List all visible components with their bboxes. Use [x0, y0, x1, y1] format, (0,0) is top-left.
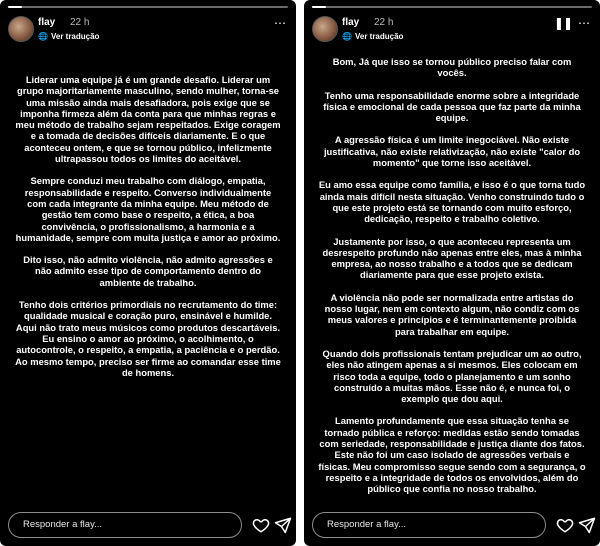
story-header	[312, 14, 592, 46]
paragraph: Bom, Já que isso se tornou público preciso falar com vocês.	[332, 56, 572, 79]
story-time: 22 h	[374, 17, 394, 28]
globe-icon: 🌐	[38, 32, 48, 41]
story-time: 22 h	[70, 17, 90, 28]
paragraph: Quando dois profissionais tentam prejudicar um ao outro, eles não atingem apenas a si mesmos. Eles colocam em risco toda a equipe, todo o planejamento e um sonho construído a muitas mãos. Esse não é, e nunca foi, o exemplo que dou aqui.	[322, 347, 582, 405]
story-text	[14, 74, 282, 389]
translate-label: Ver tradução	[354, 32, 404, 41]
translate-link[interactable]	[342, 32, 403, 41]
story-right	[304, 0, 600, 546]
paragraph: Tenho dois critérios primordiais no recrutamento do time: qualidade musical e coração puro, ensinável e humilde. Aqui não trato meus músicos como produtos descartáveis. Eu ensino o amor ao próximo, o acolhimento, o autocontrole, o respeito, a empatia, a paciência e o perdão. Ao mesmo tempo, preciso ser firme ao comandar esse time de homens.	[15, 299, 281, 378]
paragraph: Tenho uma responsabilidade enorme sobre a integridade física e emocional de cada pessoa que faz parte da minha equipe.	[323, 89, 581, 124]
story-left	[0, 0, 296, 546]
translate-label: Ver tradução	[50, 32, 100, 41]
paragraph: A agressão física é um limite inegociável. Não existe justificativa, não existe relativização, não existe "calor do momento" que torne isso aceitável.	[323, 134, 581, 169]
reply-input[interactable]: Responder a flay...	[312, 512, 546, 538]
avatar[interactable]	[8, 16, 34, 42]
heart-icon[interactable]	[556, 516, 574, 534]
story-progress-fill	[312, 6, 326, 8]
username[interactable]: flay	[342, 17, 360, 28]
more-icon[interactable]: ⋯	[578, 16, 590, 30]
paragraph: Sempre conduzi meu trabalho com diálogo, empatia, responsabilidade e respeito. Converso individualmente com cada integrante da minha equipe. Meu método de gestão tem como base o respeito, a ética, a boa convivência, o profissionalismo, a harmonia e a humanidade, sempre com muita justiça e amor ao próximo.	[15, 175, 281, 243]
avatar[interactable]	[312, 16, 338, 42]
heart-icon[interactable]	[252, 516, 270, 534]
username[interactable]: flay	[38, 17, 56, 28]
paragraph: Liderar uma equipe já é um grande desafio. Liderar um grupo majoritariamente masculino, sendo mulher, torna-se uma missão ainda mais desafiadora, pois exige que se imponha firmeza além da conta para que minhas regras e meu método de trabalho sejam respeitados. Exige coragem e a tomada de decisões difíceis diariamente. E o que aconteceu ontem, e que se tornou público, infelizmente ultrapassou todos os limites do aceitável.	[15, 74, 281, 165]
paragraph: Eu amo essa equipe como família, e isso é o que torna tudo ainda mais difícil nesta situação. Venho construindo tudo o que este projeto está se tornando com muito esforço, dedicação, respeito e trabalho coletivo.	[318, 179, 586, 225]
paragraph: Lamento profundamente que essa situação tenha se tornado pública e reforço: medidas estão sendo tomadas com seriedade, responsabilidade e justiça diante dos fatos. Este não foi um caso isolado de agressões verbais e físicas. Meu compromisso segue sendo com a segurança, o respeito e a integridade de todos os envolvidos, além do público que confia no nosso trabalho.	[318, 415, 586, 495]
paragraph: Justamente por isso, o que aconteceu representa um desrespeito profundo não apenas entre eles, mas à minha empresa, ao nosso trabalho e a todos que se dedicam diariamente para que esse projeto exista.	[322, 235, 582, 281]
pause-icon[interactable]: ❚❚	[553, 16, 572, 30]
story-progress-bar	[8, 6, 288, 8]
send-icon[interactable]	[274, 516, 292, 534]
paragraph: A violência não pode ser normalizada entre artistas do nosso lugar, nem em contexto algum, não condiz com os meus valores e princípios e é terminantemente proibida para trabalhar em equipe.	[324, 291, 580, 337]
story-progress-fill	[8, 6, 22, 8]
reply-input[interactable]: Responder a flay...	[8, 512, 242, 538]
story-header	[8, 14, 288, 46]
send-icon[interactable]	[578, 516, 596, 534]
translate-link[interactable]	[38, 32, 99, 41]
more-icon[interactable]: ⋯	[274, 16, 286, 30]
story-text	[318, 56, 586, 506]
paragraph: Dito isso, não admito violência, não admito agressões e não admito esse tipo de comportamento dentro do ambiente de trabalho.	[23, 254, 273, 288]
globe-icon: 🌐	[342, 32, 352, 41]
story-progress-bar	[312, 6, 592, 8]
